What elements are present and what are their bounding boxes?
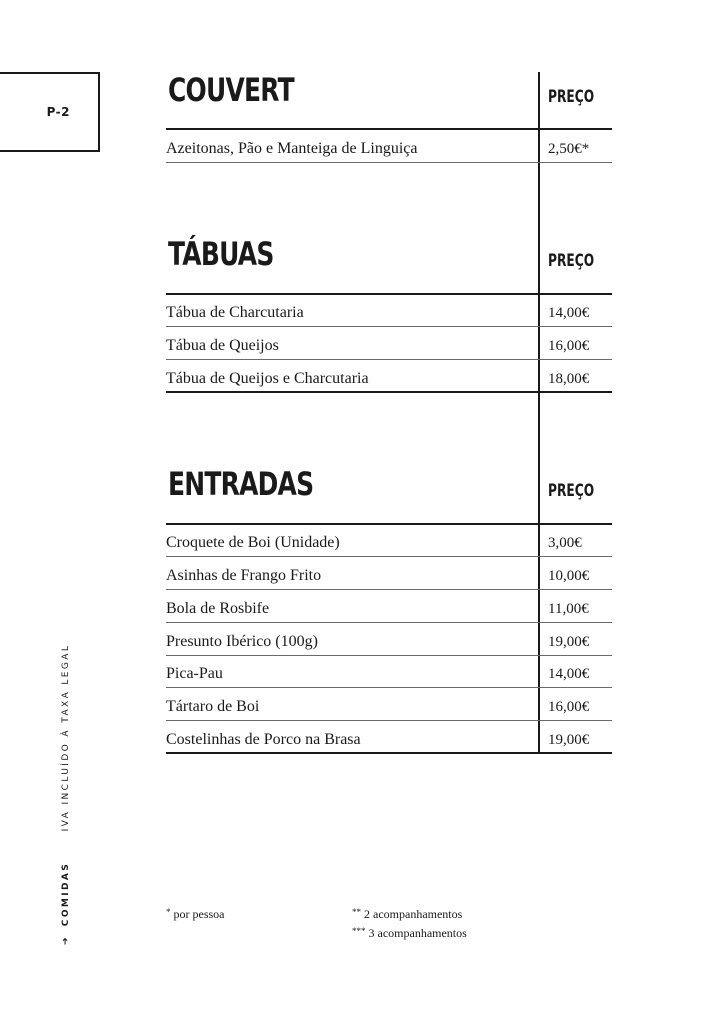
page-number: P-2 bbox=[46, 105, 70, 119]
menu-item-name: Tártaro de Boi bbox=[166, 698, 260, 715]
price-header-tabuas: PREÇO bbox=[548, 251, 595, 271]
price-header-couvert: PREÇO bbox=[548, 87, 595, 107]
footnote-three-sides bbox=[352, 927, 467, 939]
menu-item-name: Tábua de Queijos e Charcutaria bbox=[166, 370, 369, 387]
menu-item-name: Bola de Rosbife bbox=[166, 600, 270, 617]
row-divider bbox=[166, 326, 612, 327]
menu-item-price: 11,00€ bbox=[548, 601, 589, 617]
section-title-couvert: COUVERT bbox=[168, 71, 294, 109]
footnote-text: por pessoa bbox=[173, 907, 225, 921]
row-divider bbox=[166, 589, 612, 590]
sidebar-caption bbox=[60, 644, 72, 945]
menu-item-name: Asinhas de Frango Frito bbox=[166, 567, 322, 584]
menu-item-price: 2,50€* bbox=[548, 141, 590, 157]
page-number-box bbox=[0, 72, 100, 152]
row-divider bbox=[166, 687, 612, 688]
arrow-icon: ➔ bbox=[61, 937, 71, 945]
row-divider bbox=[166, 162, 612, 163]
footnote-text: 2 acompanhamentos bbox=[364, 907, 463, 921]
footnote-two-sides bbox=[352, 908, 462, 920]
section-rule bbox=[166, 293, 612, 295]
row-divider bbox=[166, 359, 612, 360]
footnote-mark: ** bbox=[352, 907, 361, 917]
menu-item-price: 18,00€ bbox=[548, 371, 590, 387]
menu-item-price: 16,00€ bbox=[548, 338, 590, 354]
menu-item-name: Azeitonas, Pão e Manteiga de Linguiça bbox=[166, 140, 418, 157]
menu-item-price: 14,00€ bbox=[548, 666, 590, 682]
section-title-tabuas: TÁBUAS bbox=[168, 235, 274, 273]
category-label: COMIDAS bbox=[61, 861, 71, 927]
menu-item-price: 16,00€ bbox=[548, 699, 590, 715]
menu-item-name: Presunto Ibérico (100g) bbox=[166, 633, 318, 650]
section-rule bbox=[166, 523, 612, 525]
menu-item-name: Pica-Pau bbox=[166, 665, 223, 682]
menu-item-name: Tábua de Queijos bbox=[166, 337, 279, 354]
row-divider bbox=[166, 655, 612, 656]
section-end-rule bbox=[166, 752, 612, 754]
row-divider bbox=[166, 556, 612, 557]
footnote-mark: * bbox=[166, 907, 171, 917]
menu-item-name: Costelinhas de Porco na Brasa bbox=[166, 731, 361, 748]
menu-item-name: Tábua de Charcutaria bbox=[166, 304, 304, 321]
footnote-mark: *** bbox=[352, 926, 366, 936]
price-header-entradas: PREÇO bbox=[548, 481, 595, 501]
menu-item-name: Croquete de Boi (Unidade) bbox=[166, 534, 340, 551]
tax-note: IVA INCLUÍDO À TAXA LEGAL bbox=[61, 643, 71, 832]
menu-item-price: 10,00€ bbox=[548, 568, 590, 584]
section-title-entradas: ENTRADAS bbox=[168, 465, 314, 503]
row-divider bbox=[166, 622, 612, 623]
menu-item-price: 19,00€ bbox=[548, 732, 590, 748]
section-rule bbox=[166, 128, 612, 130]
menu-item-price: 3,00€ bbox=[548, 535, 582, 551]
price-column-divider bbox=[538, 72, 540, 754]
row-divider bbox=[166, 720, 612, 721]
footnote-text: 3 acompanhamentos bbox=[368, 926, 467, 940]
menu-item-price: 14,00€ bbox=[548, 305, 590, 321]
footnote-per-person bbox=[166, 908, 225, 920]
section-end-rule bbox=[166, 391, 612, 393]
menu-item-price: 19,00€ bbox=[548, 634, 590, 650]
